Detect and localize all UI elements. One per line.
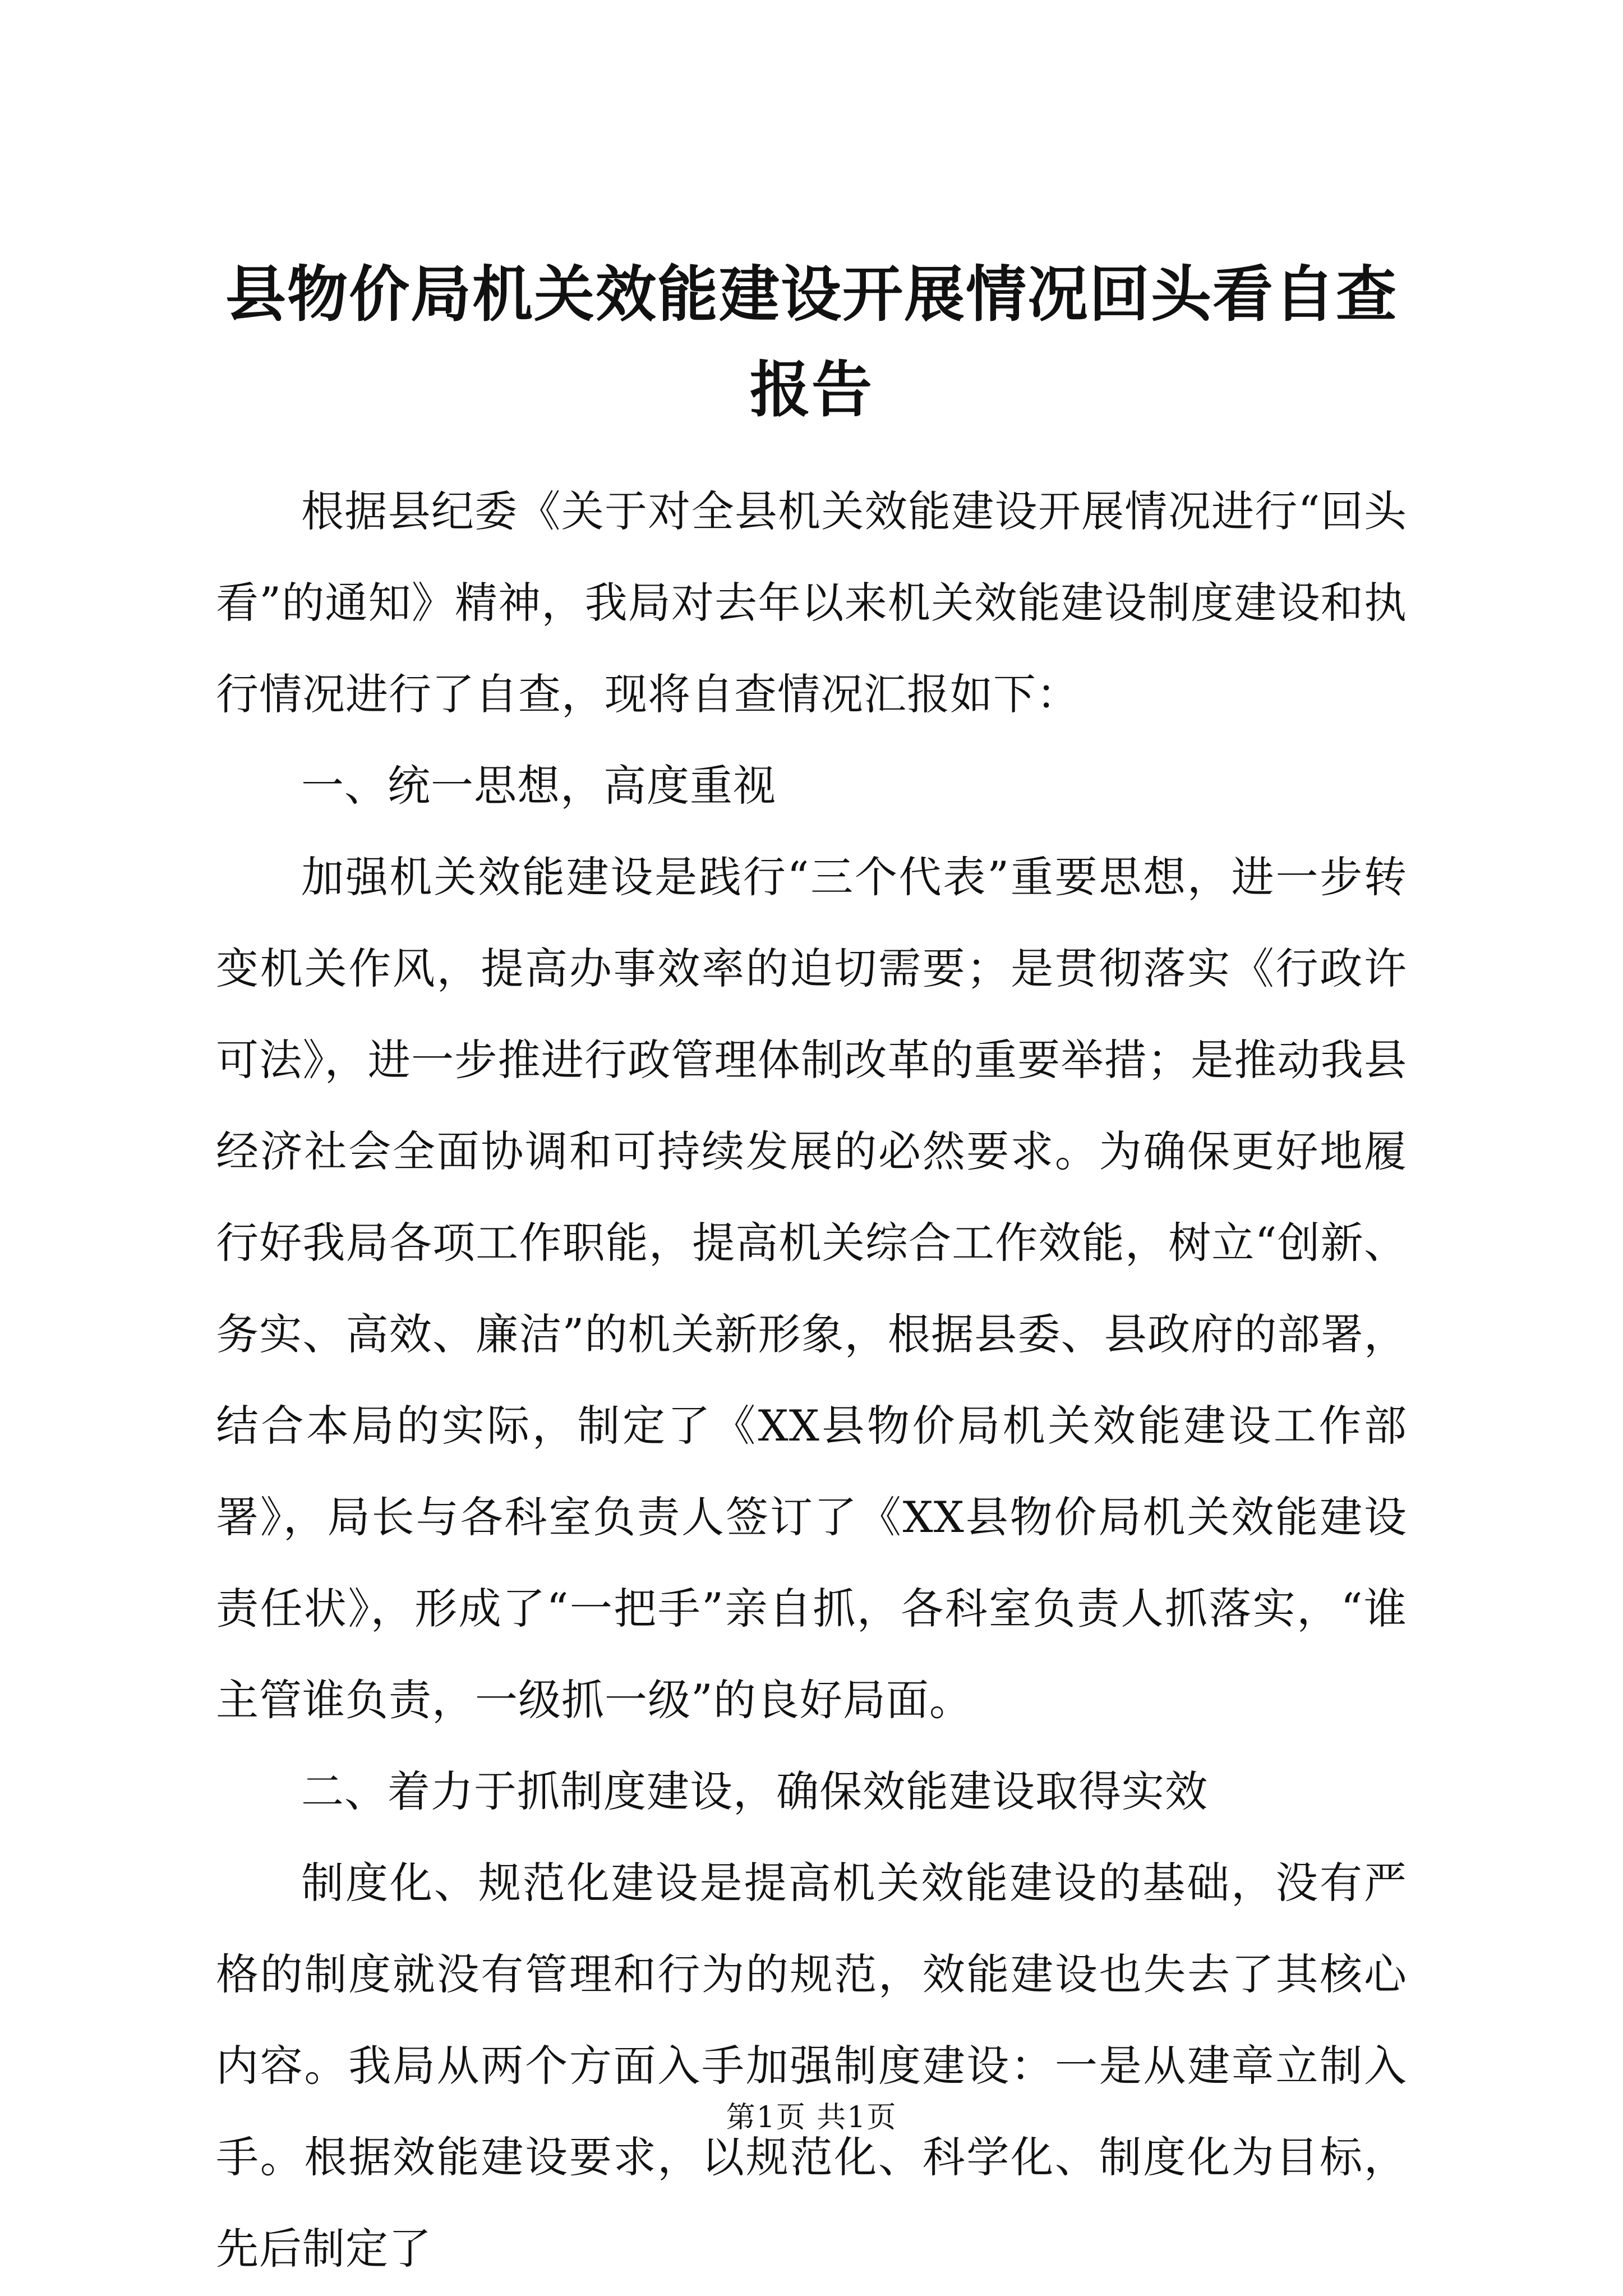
document-body [216,466,1407,2294]
page-footer: 第1页 共1页 [726,2101,897,2134]
document-title: 县物价局机关效能建设开展情况回头看自查报告 [225,259,1398,425]
section-heading-2: 二、着力于抓制度建设，确保效能建设取得实效 [301,1766,1208,1816]
paragraph-section-2: 制度化、规范化建设是提高机关效能建设的基础，没有严格的制度就没有管理和行为的规范，效能建设也失去了其核心内容。我局从两个方面入手加强制度建设：一是从建章立制入手。根据效能建设要求，以规范化、科学化、制度化为目标，先后制定了 [216,1858,1407,2274]
paragraph-intro: 根据县纪委《关于对全县机关效能建设开展情况进行“回头看”的通知》精神，我局对去年以来机关效能建设制度建设和执行情况进行了自查，现将自查情况汇报如下： [216,486,1407,719]
paragraph-section-1: 加强机关效能建设是践行“三个代表”重要思想，进一步转变机关作风，提高办事效率的迫切需要；是贯彻落实《行政许可法》，进一步推进行政管理体制改革的重要举措；是推动我县经济社会全面协调和可持续发展的必然要求。为确保更好地履行好我局各项工作职能，提高机关综合工作效能，树立“创新、务实、高效、廉洁”的机关新形象，根据县委、县政府的部署，结合本局的实际，制定了《XX县物价局机关效能建设工作部署》，局长与各科室负责人签订了《XX县物价局机关效能建设责任状》，形成了“一把手”亲自抓，各科室负责人抓落实，“谁主管谁负责，一级抓一级”的良好局面。 [216,852,1407,1725]
section-heading-1: 一、统一思想，高度重视 [301,761,776,811]
